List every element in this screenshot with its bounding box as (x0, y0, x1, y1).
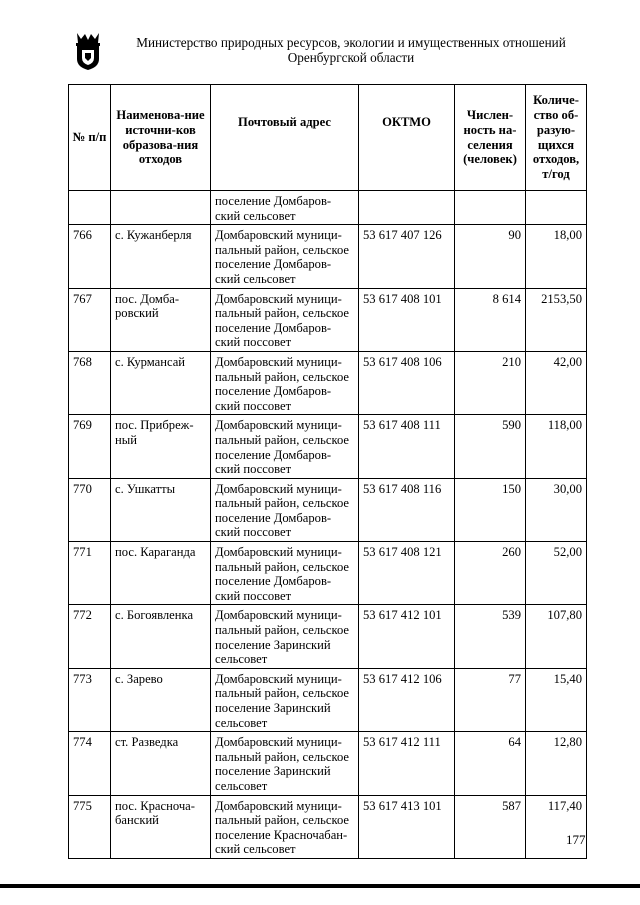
cell-waste: 52,00 (526, 542, 587, 605)
cell-name: пос. Караганда (111, 542, 211, 605)
ministry-header (120, 35, 582, 65)
cell-number: 774 (69, 732, 111, 795)
cell-name: пос. Домба-ровский (111, 288, 211, 351)
table-row (69, 478, 587, 541)
cell-name: с. Ушкатты (111, 478, 211, 541)
cell-waste: 118,00 (526, 415, 587, 478)
cell-address: Домбаровский муници-пальный район, сельское поселение Заринский сельсовет (211, 605, 359, 668)
cell-oktmo: 53 617 412 111 (359, 732, 455, 795)
table-header-row (69, 85, 587, 191)
cell-oktmo: 53 617 407 126 (359, 225, 455, 288)
coat-of-arms-icon (73, 29, 103, 71)
cell-population: 8 614 (455, 288, 526, 351)
cell-population: 210 (455, 351, 526, 414)
cell-waste: 42,00 (526, 351, 587, 414)
cell-number: 769 (69, 415, 111, 478)
cell-address: Домбаровский муници-пальный район, сельское поселение Домбаров-ский поссовет (211, 351, 359, 414)
cell-number: 775 (69, 795, 111, 858)
cell-address: Домбаровский муници-пальный район, сельское поселение Заринский сельсовет (211, 668, 359, 731)
cell-name: с. Курмансай (111, 351, 211, 414)
table-row (69, 225, 587, 288)
cell-oktmo: 53 617 408 101 (359, 288, 455, 351)
cell-address: Домбаровский муници-пальный район, сельское поселение Домбаров-ский поссовет (211, 415, 359, 478)
cell-name: с. Зарево (111, 668, 211, 731)
cell-address: Домбаровский муници-пальный район, сельское поселение Домбаров-ский поссовет (211, 542, 359, 605)
cell-population: 590 (455, 415, 526, 478)
table-row (69, 795, 587, 858)
cell-number: 770 (69, 478, 111, 541)
cell-population: 77 (455, 668, 526, 731)
cell-population: 150 (455, 478, 526, 541)
col-header-waste: Количе-ство об-разую-щихся отходов, т/год (526, 85, 587, 191)
cell-name: пос. Красноча-банский (111, 795, 211, 858)
cell-population: 539 (455, 605, 526, 668)
cell-address: Домбаровский муници-пальный район, сельское поселение Заринский сельсовет (211, 732, 359, 795)
cell-number: 773 (69, 668, 111, 731)
bottom-divider (0, 884, 640, 888)
col-header-source-name: Наименова-ние источни-ков образова-ния отходов (111, 85, 211, 191)
cell-name: с. Кужанберля (111, 225, 211, 288)
table-row (69, 605, 587, 668)
cell-waste: 107,80 (526, 605, 587, 668)
cell-number: 766 (69, 225, 111, 288)
cell-oktmo: 53 617 412 101 (359, 605, 455, 668)
cell-oktmo: 53 617 413 101 (359, 795, 455, 858)
cell-name: ст. Разведка (111, 732, 211, 795)
waste-sources-table (68, 84, 587, 859)
table-row (69, 668, 587, 731)
col-header-oktmo: ОКТМО (359, 85, 455, 191)
header-line-1: Министерство природных ресурсов, экологии и имущественных отношений (136, 35, 566, 50)
cell-oktmo: 53 617 408 121 (359, 542, 455, 605)
col-header-population: Числен-ность на-селения (человек) (455, 85, 526, 191)
cell-population: 260 (455, 542, 526, 605)
cell-address: Домбаровский муници-пальный район, сельское поселение Домбаров-ский сельсовет (211, 225, 359, 288)
cell-number: 771 (69, 542, 111, 605)
cell-address: поселение Домбаров-ский сельсовет (211, 191, 359, 225)
cell-number: 767 (69, 288, 111, 351)
cell-oktmo: 53 617 412 106 (359, 668, 455, 731)
cell-population: 90 (455, 225, 526, 288)
cell-name: с. Богоявленка (111, 605, 211, 668)
cell-address: Домбаровский муници-пальный район, сельское поселение Красночабан-ский сельсовет (211, 795, 359, 858)
table-row (69, 288, 587, 351)
table-row (69, 351, 587, 414)
col-header-address: Почтовый адрес (211, 85, 359, 191)
cell-waste: 2153,50 (526, 288, 587, 351)
cell-oktmo: 53 617 408 106 (359, 351, 455, 414)
cell-waste: 117,40 (526, 795, 587, 858)
cell-address: Домбаровский муници-пальный район, сельское поселение Домбаров-ский поссовет (211, 478, 359, 541)
table-row (69, 542, 587, 605)
continuation-row (69, 191, 587, 225)
cell-waste: 12,80 (526, 732, 587, 795)
cell-oktmo: 53 617 408 111 (359, 415, 455, 478)
header-line-2: Оренбургской области (287, 50, 415, 65)
cell-number: 768 (69, 351, 111, 414)
table-row (69, 415, 587, 478)
cell-name: пос. Прибреж-ный (111, 415, 211, 478)
cell-waste: 30,00 (526, 478, 587, 541)
page-number: 177 (566, 832, 586, 847)
col-header-number: № п/п (69, 85, 111, 191)
cell-address: Домбаровский муници-пальный район, сельское поселение Домбаров-ский поссовет (211, 288, 359, 351)
cell-waste: 18,00 (526, 225, 587, 288)
cell-population: 64 (455, 732, 526, 795)
cell-oktmo: 53 617 408 116 (359, 478, 455, 541)
cell-population: 587 (455, 795, 526, 858)
cell-number: 772 (69, 605, 111, 668)
cell-waste: 15,40 (526, 668, 587, 731)
table-row (69, 732, 587, 795)
